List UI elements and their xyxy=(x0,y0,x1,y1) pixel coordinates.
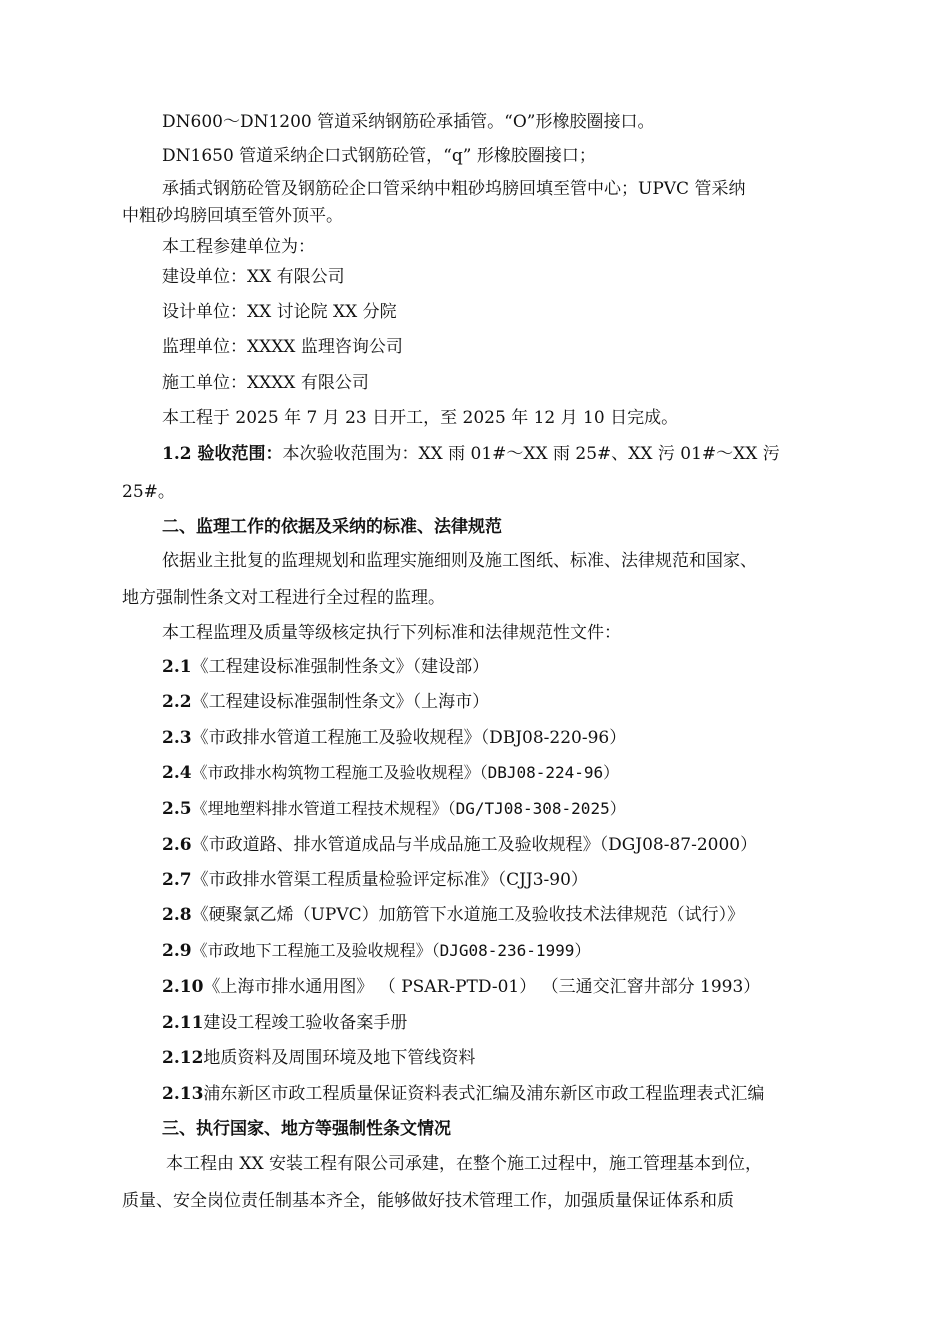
standard-item-text: 《市政排水管道工程施工及验收规程》（DBJ08-220-96） xyxy=(191,728,627,748)
paragraph-contractor-line2: 质量、安全岗位责任制基本齐全，能够做好技术管理工作，加强质量保证体系和质 xyxy=(122,1191,734,1211)
standard-item xyxy=(162,1083,764,1105)
paragraph-basis-line1: 依据业主批复的监理规划和监理实施细则及施工图纸、标准、法律规范和国家、 xyxy=(162,551,757,571)
standard-item xyxy=(162,834,757,856)
heading-section-2: 二、监理工作的依据及采纳的标准、法律规范 xyxy=(162,517,502,537)
standard-item-text: 《工程建设标准强制性条文》（建设部） xyxy=(191,657,490,677)
standard-item-text: 《埋地塑料排水管道工程技术规程》（DG/TJ08-308-2025） xyxy=(191,799,626,818)
standard-item-number: 2.10 xyxy=(162,977,204,997)
standard-item-text: 《硬聚氯乙烯（UPVC）加筋管下水道施工及验收技术法律规范（试行）》 xyxy=(191,905,745,925)
standard-item xyxy=(162,691,489,713)
standard-item xyxy=(162,1012,407,1034)
standard-item-number: 2.2 xyxy=(162,692,192,712)
paragraph-standards-intro: 本工程监理及质量等级核定执行下列标准和法律规范性文件： xyxy=(162,623,621,643)
standard-item-text: 地质资料及周围环境及地下管线资料 xyxy=(203,1048,476,1068)
section-1-2-continuation: 25#。 xyxy=(122,482,175,502)
standard-item xyxy=(162,798,626,820)
paragraph-pipe-dn1650: DN1650 管道采纳企口式钢筋砼管，“q” 形橡胶圈接口； xyxy=(162,146,596,166)
standard-item-number: 2.13 xyxy=(162,1084,204,1104)
heading-section-3: 三、执行国家、地方等强制性条文情况 xyxy=(162,1119,451,1139)
standard-item xyxy=(162,904,744,926)
paragraph-supervision-unit: 监理单位：XXXX 监理咨询公司 xyxy=(162,337,403,357)
paragraph-construction-unit: 建设单位：XX 有限公司 xyxy=(162,267,345,287)
section-1-2 xyxy=(162,443,780,465)
paragraph-backfill-line2: 中粗砂坞膀回填至管外顶平。 xyxy=(122,206,343,226)
paragraph-participants-intro: 本工程参建单位为： xyxy=(162,237,315,257)
paragraph-basis-line2: 地方强制性条文对工程进行全过程的监理。 xyxy=(122,588,445,608)
standard-item-number: 2.4 xyxy=(162,763,192,783)
standard-item xyxy=(162,869,588,891)
standard-item-number: 2.11 xyxy=(162,1013,204,1033)
standard-item xyxy=(162,762,619,784)
standard-item-text: 《上海市排水通用图》 （ PSAR-PTD-01） （三通交汇窨井部分 1993） xyxy=(203,977,761,997)
standard-item-number: 2.5 xyxy=(162,799,192,819)
standard-item-text: 《市政排水管渠工程质量检验评定标准》（CJJ3-90） xyxy=(191,870,588,890)
standard-item-number: 2.7 xyxy=(162,870,192,890)
standard-item-text: 《市政地下工程施工及验收规程》（DJG08-236-1999） xyxy=(191,941,591,960)
standard-item-number: 2.6 xyxy=(162,835,192,855)
standard-item-number: 2.1 xyxy=(162,657,192,677)
paragraph-schedule: 本工程于 2025 年 7 月 23 日开工，至 2025 年 12 月 10 日完成。 xyxy=(162,408,679,428)
standard-item-text: 浦东新区市政工程质量保证资料表式汇编及浦东新区市政工程监理表式汇编 xyxy=(203,1084,765,1104)
standard-item-text: 建设工程竣工验收备案手册 xyxy=(203,1013,408,1033)
standard-item xyxy=(162,727,626,749)
standard-item-text: 《市政排水构筑物工程施工及验收规程》（DBJ08-224-96） xyxy=(191,763,620,782)
standard-item xyxy=(162,1047,475,1069)
paragraph-pipe-dn600: DN600～DN1200 管道采纳钢筋砼承插管。“O”形橡胶圈接口。 xyxy=(162,112,655,132)
standard-item-number: 2.8 xyxy=(162,905,192,925)
section-1-2-text: 本次验收范围为：XX 雨 01#～XX 雨 25#、XX 污 01#～XX 污 xyxy=(282,444,780,464)
paragraph-backfill-line1: 承插式钢筋砼管及钢筋砼企口管采纳中粗砂坞膀回填至管中心；UPVC 管采纳 xyxy=(162,179,746,199)
standard-item-number: 2.3 xyxy=(162,728,192,748)
section-1-2-label: 1.2 验收范围： xyxy=(162,444,283,464)
paragraph-design-unit: 设计单位：XX 讨论院 XX 分院 xyxy=(162,302,397,322)
standard-item xyxy=(162,656,489,678)
standard-item-number: 2.12 xyxy=(162,1048,204,1068)
paragraph-contractor-line1: 本工程由 XX 安装工程有限公司承建，在整个施工过程中，施工管理基本到位， xyxy=(166,1154,763,1174)
standard-item xyxy=(162,940,590,962)
standard-item-number: 2.9 xyxy=(162,941,192,961)
standard-item-text: 《工程建设标准强制性条文》（上海市） xyxy=(191,692,490,712)
paragraph-builder-unit: 施工单位：XXXX 有限公司 xyxy=(162,373,369,393)
standard-item-text: 《市政道路、排水管道成品与半成品施工及验收规程》（DGJ08-87-2000） xyxy=(191,835,758,855)
standard-item xyxy=(162,976,760,998)
